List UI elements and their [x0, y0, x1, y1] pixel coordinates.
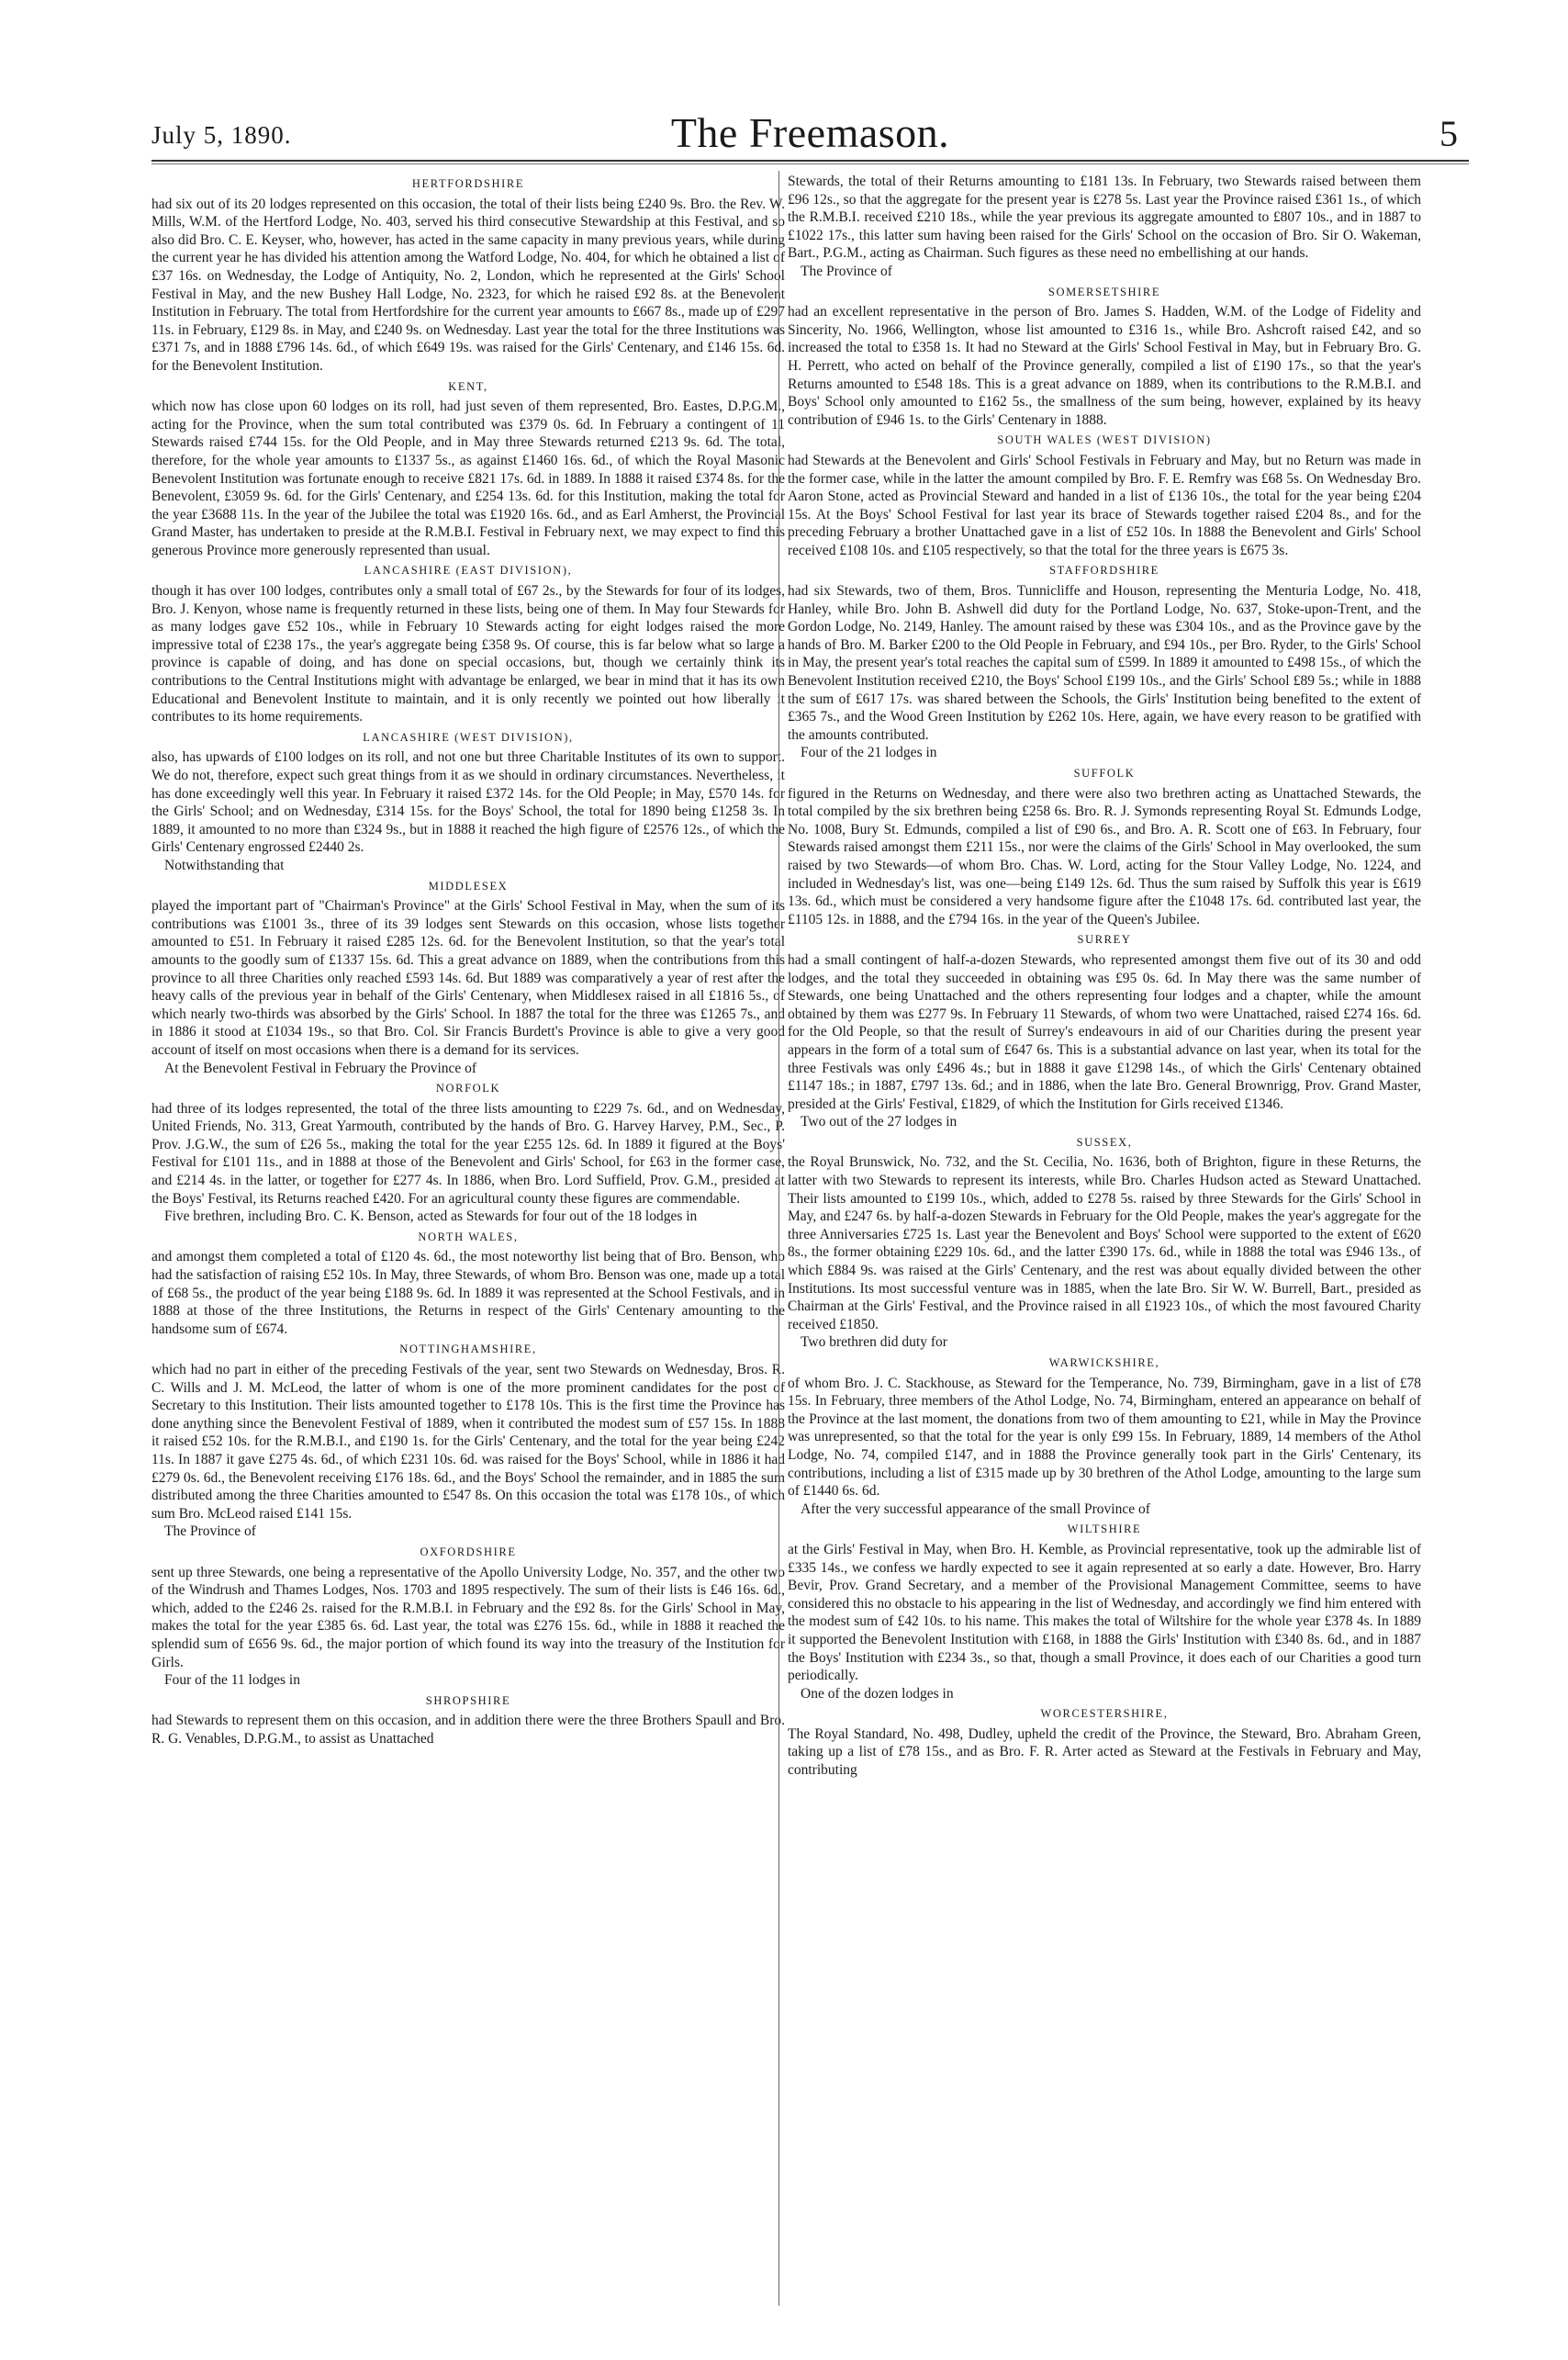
section-heading: WARWICKSHIRE, [1048, 1356, 1160, 1369]
section-heading: STAFFORDSHIRE [1049, 564, 1159, 578]
section-heading: LANCASHIRE (WEST DIVISION), [363, 730, 574, 744]
section-paragraph: The Royal Standard, No. 498, Dudley, upheld the credit of the Province, the Steward, Bro. Abraham Green, taking up a list of £78 15s., and as Bro. F. R. Arter acted as Steward at the Festivals in February and May, contributing [788, 1725, 1421, 1779]
section-paragraph: had Stewards at the Benevolent and Girls' School Festivals in February and May, but no Return was made in the former case, while in the latter the amount compiled by Bro. F. E. Remfry was £68 5s. On Wednesday Bro. Aaron Stone, acted as Provincial Steward and handed in a list of £136 10s., the total for the year being £204 15s. At the Boys' School Festival for last year its brace of Stewards together raised £204 8s., and for the preceding February a brother Unattached gave in a list of £52 10s. In 1888 the Benevolent and Girls' School received £108 10s. and £105 respectively, so that the total for the three years is £675 3s. [788, 452, 1421, 558]
masthead [151, 108, 1469, 165]
section-heading: NOTTINGHAMSHIRE, [399, 1343, 537, 1356]
section-heading: MIDDLESEX [428, 879, 509, 893]
lead-in-line: The Province of [801, 263, 892, 279]
lead-in-line: The Province of [164, 1523, 256, 1540]
lead-in-line: Four of the 11 lodges in [164, 1672, 300, 1689]
section-heading: WORCESTERSHIRE, [1040, 1707, 1169, 1721]
section-paragraph: Stewards, the total of their Returns amounting to £181 13s. In February, two Stewards raised between them £96 12s., so that the aggregate for the present year is £278 5s. Last year the Province raised £361 1s., of which the R.M.B.I. received £210 18s., while the year previous its aggregate amounted to £807 10s., and in 1887 to £1022 17s., this latter sum having been raised for the Girls' School on the occasion of Bro. Sir O. Wakeman, Bart., P.G.M., acting as Chairman. Such figures as these need no embellishing at our hands. [788, 174, 1421, 262]
column-divider [778, 171, 779, 2306]
section-paragraph: had six out of its 20 lodges represented on this occasion, the total of their lists being £240 9s. Bro. the Rev. W. Mills, W.M. of the Hertford Lodge, No. 403, served his third consecutive Stewardship at this Festival, and so also did Bro. C. E. Keyser, who, however, has acted in the same capacity in many previous years, while during the current year he has divided his attention among the Watford Lodge, No. 404, for which he obtained a list of £37 16s. on Wednesday, the Lodge of Antiquity, No. 2, London, which he represented at the Girls' School Festival in May, and the new Bushey Hall Lodge, No. 2323, for which he raised £92 8s. at the Benevolent Institution in February. The total from Hertfordshire for the current year amounts to £667 8s., made up of £297 11s. in February, £129 8s. in May, and £240 9s. on Wednesday. Last year the total for the three Institutions was £371 7s, and in 1888 £796 14s. 6d., of which £649 19s. was raised for the Girls' Centenary, and £146 15s. 6d. for the Benevolent Institution. [151, 196, 785, 374]
section-heading: NORFOLK [435, 1082, 501, 1096]
section-heading: SOUTH WALES (WEST DIVISION) [997, 433, 1212, 447]
section-heading: SUSSEX, [1076, 1135, 1133, 1149]
section-paragraph: sent up three Stewards, one being a representative of the Apollo University Lodge, No. 357, and the other two of the Windrush and Thames Lodges, Nos. 1703 and 1895 respectively. The sum of their lists is £46 16s. 6d., which, added to the £246 2s. raised for the R.M.B.I. in February and the £92 8s. for the Girls' School in May, makes the total for the year £385 6s. 6d. Last year, the total was £276 15s. 6d., while in 1888 it reached the splendid sum of £656 9s. 6d., the major portion of which found its way into the treasury of the Institution for Girls. [151, 1564, 785, 1670]
section-paragraph: figured in the Returns on Wednesday, and there were also two brethren acting as Unattached Stewards, the total compiled by the six brethren being £258 6s. Bro. R. J. Symonds representing Royal St. Edmunds Lodge, No. 1008, Bury St. Edmunds, compiled a list of £90 6s., and Bro. A. R. Scott one of £63. In February, four Stewards raised amongst them £211 15s., nor were the claims of the Girls' School in May overlooked, the sum raised by two Stewards—of whom Bro. Chas. W. Lord, acting for the Stour Valley Lodge, No. 1224, and included in Wednesday's list, was one—being £149 12s. 6d. Thus the sum raised by Suffolk this year is £619 13s. 6d., which must be considered a very handsome figure after the £1048 17s. 6d. contributed last year, the £1105 12s. in 1888, and the £794 16s. in the year of the Queen's Jubilee. [788, 785, 1421, 927]
section-heading: SHROPSHIRE [425, 1693, 511, 1707]
lead-in-line: One of the dozen lodges in [801, 1685, 954, 1702]
section-paragraph: had an excellent representative in the person of Bro. James S. Hadden, W.M. of the Lodge of Fidelity and Sincerity, No. 1966, Wellington, whose list amounted to £316 1s., while Bro. Ashcroft raised £42, and so increased the total to £358 1s. It had no Steward at the Girls' School Festival in May, but in February Bro. G. H. Perrett, who acted on behalf of the Province generally, compiled a list of £190 17s., so that the year's Returns amounted to £548 18s. This is a great advance on 1889, when its contributions to the R.M.B.I. and Boys' School only amounted to £162 5s., the smallness of the sum being, however, explained by its heavy contribution of £946 1s. to the Girls' Centenary in 1888. [788, 304, 1421, 428]
right-column [788, 173, 1421, 1780]
header-rule-thin [151, 163, 1469, 164]
section-heading: NORTH WALES, [418, 1230, 519, 1243]
lead-in-line: Two out of the 27 lodges in [801, 1114, 958, 1130]
newspaper-title: The Freemason. [670, 109, 950, 156]
left-column [151, 173, 785, 1748]
section-paragraph: though it has over 100 lodges, contributes only a small total of £67 2s., by the Stewards for four of its lodges, Bro. J. Kenyon, whose name is frequently returned in these lists, being one of them. In May four Stewards for as many lodges gave £52 10s., while in February 10 Stewards acting for eight lodges raised the more impressive total of £238 17s., the year's aggregate being £358 9s. Of course, this is far below what so large a province is capable of doing, and has done on special occasions, but, though we certainly think its contributions to the Central Institutions might with advantage be enlarged, we bear in mind that it has its own Educational and Benevolent Institute to maintain, and it is only recently we pointed out how liberally it contributes to its home requirements. [151, 583, 785, 725]
page-number: 5 [1439, 113, 1458, 154]
lead-in-line: Notwithstanding that [164, 857, 285, 873]
section-heading: LANCASHIRE (EAST DIVISION), [364, 564, 573, 578]
section-paragraph: which had no part in either of the preceding Festivals of the year, sent two Stewards on Wednesday, Bros. R. C. Wills and J. M. McLeod, the latter of whom is one of the more prominent candidates for the post of Secretary to this Institution. Their lists amounted together to £178 10s. This is the first time the Province has done anything since the Benevolent Festival of 1889, when it contributed the modest sum of £57 15s. In 1888 it raised £52 10s. for the R.M.B.I., and £190 1s. for the Girls' Centenary, and the total for the year being £242 11s. In 1887 it gave £275 4s. 6d., of which £231 10s. 6d. was raised for the Boys' School, while in 1886 it had £279 0s. 6d., the Benevolent receiving £176 18s. 6d., and the Boys' School the remainder, and in 1885 the sum distributed among the three Charities amounted to £547 8s. On this occasion the total was £178 10s., of which sum Bro. McLeod raised £141 15s. [151, 1362, 785, 1522]
section-heading: HERTFORDSHIRE [411, 177, 525, 190]
section-paragraph: at the Girls' Festival in May, when Bro. H. Kemble, as Provincial representative, took up the admirable list of £335 14s., we confess we hardly expected to see it again represented at so early a date. However, Bro. Harry Bevir, Prov. Grand Secretary, and a member of the Provisional Management Committee, seems to have considered this no obstacle to his appearing in the list of Wednesday, and accordingly we find him entered with the modest sum of £42 10s. to his name. This makes the total of Wiltshire for the whole year £378 4s. In 1889 it supported the Benevolent Institution with £168, in 1888 the Girls' Institution with £340 8s. 6d., and in 1887 the Boys' Institution with £234 3s., so that, though a small Province, it does each of our Charities a good turn periodically. [788, 1541, 1421, 1684]
header-rule [151, 160, 1469, 162]
lead-in-line: Five brethren, including Bro. C. K. Benson, acted as Stewards for four out of the 18 lodges in [164, 1208, 698, 1225]
section-paragraph: played the important part of "Chairman's Province" at the Girls' School Festival in May, when the sum of its contributions was £1001 3s., three of its 39 lodges sent Stewards on this occasion, whose lists together amounted to £51. In February it raised £285 12s. 6d. for the Benevolent Institution, so that the year's total amounts to the goodly sum of £1337 15s. 6d. This a great advance on 1889, when the contributions from this province to all three Charities only reached £593 14s. 6d. But 1889 was comparatively a year of rest after the heavy calls of the previous year in behalf of the Girls' Centenary, when Middlesex raised in all £1816 5s., of which nearly two-thirds was absorbed by the Girls' School. In 1887 the total for the three was £1265 7s., and in 1886 it stood at £1034 19s., so that Bro. Col. Sir Francis Burdett's Province is able to give a very good account of itself on most occasions when there is a demand for its services. [151, 898, 785, 1058]
section-paragraph: and amongst them completed a total of £120 4s. 6d., the most noteworthy list being that of Bro. Benson, who had the satisfaction of raising £52 10s. In May, three Stewards, of whom Bro. Benson was one, made up a total of £68 5s., the product of the year being £188 9s. 6d. In 1889 it was represented at the School Festivals, and in 1888 at those of the three Institutions, the Returns in respect of the Girls' Centenary amounting to the handsome sum of £674. [151, 1249, 785, 1337]
section-heading: SOMERSETSHIRE [1047, 285, 1161, 298]
issue-date: July 5, 1890. [151, 121, 292, 149]
lead-in-line: Two brethren did duty for [801, 1334, 947, 1351]
section-paragraph: had three of its lodges represented, the total of the three lists amounting to £229 7s. 6d., and on Wednesday, United Friends, No. 313, Great Yarmouth, contributed by the hands of Bro. G. Harvey Harvey, P.M., Sec., P. Prov. J.G.W., the sum of £26 5s., making the total for the year £255 12s. 6d. In 1889 it figured at the Boys' Festival for £101 11s., and in 1888 at those of the Benevolent and Girls' School, for £63 in the former case, and £214 4s. in the latter, or together for £277 4s. In 1886, when Bro. Lord Suffield, Prov. G.M., presided at the Boys' Festival, its Returns reached £420. For an agricultural county these figures are commendable. [151, 1100, 785, 1207]
section-heading: OXFORDSHIRE [420, 1545, 517, 1558]
lead-in-line: Four of the 21 lodges in [801, 745, 937, 761]
section-heading: SURREY [1077, 933, 1132, 947]
section-paragraph: had six Stewards, two of them, Bros. Tunnicliffe and Houson, representing the Menturia Lodge, No. 418, Hanley, while Bro. John B. Ashwell did duty for the Portland Lodge, No. 637, Stoke-upon-Trent, and the Gordon Lodge, No. 2149, Hanley. The amount raised by these was £304 10s., and as the Province gave by the hands of Bro. M. Barker £200 to the Old People in February, and £94 10s., per Bro. Ryder, to the Girls' School in May, the present year's total reaches the capital sum of £599. In 1889 it amounted to £498 15s., of which the Benevolent Institution received £210, the Boys' School £199 10s., and the Girls' School £89 5s.; while in 1888 the sum of £617 17s. was shared between the Schools, the Girls' Institution being benefited to the extent of £365 7s., and the Wood Green Institution by £262 10s. Here, again, we have every reason to be gratified with the amounts contributed. [788, 583, 1421, 743]
section-paragraph: also, has upwards of £100 lodges on its roll, and not one but three Charitable Institutes of its own to support. We do not, therefore, expect such great things from it as we should in ordinary circumstances. Nevertheless, it has done exceedingly well this year. In February it raised £372 14s. for the Old People; in May, £570 14s. for the Girls' School; and on Wednesday, £314 15s. for the Boys' School, the total for 1890 being £1258 3s. In 1889, it amounted to no more than £324 9s., but in 1888 it reached the high figure of £2576 12s., of which the Girls' Centenary engrossed £2440 2s. [151, 749, 785, 856]
section-paragraph: which now has close upon 60 lodges on its roll, had just seven of them represented, Bro. Eastes, D.P.G.M., acting for the Province, when the sum total contributed was £379 0s. 6d. In February a contingent of 11 Stewards raised £744 15s. for the Old People, and in May three Stewards returned £213 9s. 6d. The total, therefore, for the whole year amounts to £1337 5s., as against £1460 16s. 6d., of which the Royal Masonic Benevolent Institution was fortunate enough to receive £821 17s. 6d. in 1889. In 1888 it raised £374 8s. for the Benevolent, £3059 9s. 6d. for the Girls' Centenary, and £254 13s. 6d. for this Institution, making the total for the year £3688 11s. In the year of the Jubilee the total was £1920 16s. 6d., and as Earl Amherst, the Provincial Grand Master, has undertaken to preside at the R.M.B.I. Festival in February next, we may expect to find this generous Province more generously represented than usual. [151, 399, 785, 558]
section-paragraph: the Royal Brunswick, No. 732, and the St. Cecilia, No. 1636, both of Brighton, figure in these Returns, the latter with two Stewards to represent its interests, while Bro. Charles Hudson acted as Steward Unattached. Their lists amounted to £199 10s., which, added to £278 5s. raised by three Stewards for the Girls' School in May, and £247 6s. by half-a-dozen Stewards in February for the Old People, makes the year's aggregate for the three Anniversaries £725 1s. Last year the Benevolent and Boys' School were supported to the extent of £620 8s., the former obtaining £229 10s. 6d., and the latter £390 17s. 6d., while in 1888 the total was £946 13s., of which £884 9s. was raised at the Girls' Centenary, and the rest was about equally divided between the other Institutions. Its most successful venture was in 1885, when the late Bro. Sir W. W. Burrell, Bart., presided as Chairman at the Girls' Festival, and the Province raised in all £1923 10s., of which the most favoured Charity received £1850. [788, 1154, 1421, 1332]
section-paragraph: had a small contingent of half-a-dozen Stewards, who represented amongst them five out of its 30 and odd lodges, and the total they succeeded in obtaining was £95 0s. 6d. In May there was the same number of Stewards, one being Unattached and the others representing four lodges and a chapter, while the amount obtained by them was £277 9s. In February 11 Stewards, of whom two were Unattached, raised £274 16s. 6d. for the Old People, so that the result of Surrey's endeavours in aid of our Charities during the present year appears in the form of a total sum of £647 6s. This is a substantial advance on last year, when its total for the three Festivals was only £496 4s.; but in 1888 it gave £1298 14s., of which the Girls' Centenary obtained £1147 18s.; in 1887, £797 13s. 6d.; and in 1886, when the late Bro. General Brownrigg, Prov. Grand Master, presided at the Girls' Festival, £1829, of which the Institution for Girls received £1346. [788, 951, 1421, 1112]
lead-in-line: At the Benevolent Festival in February the Province of [164, 1060, 477, 1076]
section-paragraph: of whom Bro. J. C. Stackhouse, as Steward for the Temperance, No. 739, Birmingham, gave in a list of £78 15s. In February, three members of the Athol Lodge, No. 74, Birmingham, entered an appearance on behalf of the Province at the last moment, the donations from two of them amounting to £21, while in May the Province was unrepresented, so that the total for the year is only £99 15s. In February, 1889, 14 members of the Athol Lodge, No. 74, compiled £147, and in 1888 the Province generally took part in the Girls' Centenary, its contributions, including a list of £315 made up by 30 brethren of the Athol Lodge, amounting to the large sum of £1440 6s. 6d. [788, 1375, 1421, 1500]
lead-in-line: After the very successful appearance of the small Province of [801, 1500, 1150, 1517]
section-paragraph: had Stewards to represent them on this occasion, and in addition there were the three Brothers Spaull and Bro. R. G. Venables, D.P.G.M., to assist as Unattached [151, 1713, 785, 1747]
section-heading: WILTSHIRE [1067, 1523, 1142, 1536]
section-heading: KENT, [448, 379, 488, 393]
section-heading: SUFFOLK [1073, 767, 1136, 780]
